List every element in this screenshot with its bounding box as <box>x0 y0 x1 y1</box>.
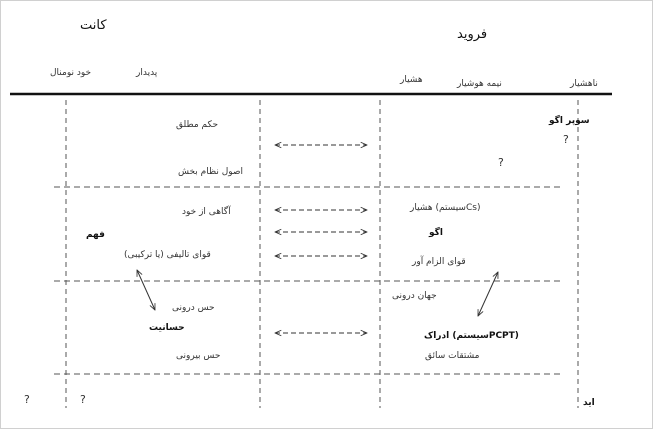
freud-superego-question: ? <box>563 133 569 146</box>
freud-id: اید <box>583 398 595 408</box>
kant-understanding: فهم <box>86 230 105 240</box>
kant-synthetic-faculties: قوای تالیفی (یا ترکیبی) <box>124 250 211 260</box>
freud-conscious-system: هشیار (سیستمCs) <box>410 203 481 213</box>
freud-col-conscious: هشیار <box>400 75 423 85</box>
kant-outer-sense: حس بیرونی <box>176 351 221 361</box>
kant-self-consciousness: آگاهی از خود <box>182 207 231 217</box>
freud-col-unconscious: ناهشیار <box>570 79 598 89</box>
freud-diagonal-arrow <box>478 272 498 316</box>
kant-col-noumenal: خود نومنال <box>50 68 92 78</box>
kant-title: کانت <box>80 18 107 33</box>
freud-ego: اگو <box>429 228 443 238</box>
kant-systematic-principles: اصول نظام بخش <box>178 167 244 177</box>
freud-superego: سوپر اگو <box>549 116 590 126</box>
kant-diagonal-arrow <box>137 270 155 310</box>
freud-inner-world: جهان درونی <box>392 291 437 301</box>
freud-binding-faculties: قوای الزام آور <box>412 257 466 267</box>
kant-question-left: ? <box>24 393 30 406</box>
kant-inner-sense: حس درونی <box>172 303 215 313</box>
freud-title: فروید <box>457 27 488 42</box>
kant-question-mid: ? <box>80 393 86 406</box>
freud-col-preconscious: نیمه هوشیار <box>457 79 502 89</box>
freud-perception-system: ادراک (سیستمPCPT) <box>424 331 519 341</box>
kant-col-phenomenal: پدیدار <box>136 68 158 78</box>
kant-sensibility: حسانیت <box>149 323 185 333</box>
freud-cs-question: ? <box>498 156 504 169</box>
freud-drive-derivatives: مشتقات سائق <box>425 351 480 361</box>
kant-absolute-judgment: حکم مطلق <box>176 120 219 130</box>
